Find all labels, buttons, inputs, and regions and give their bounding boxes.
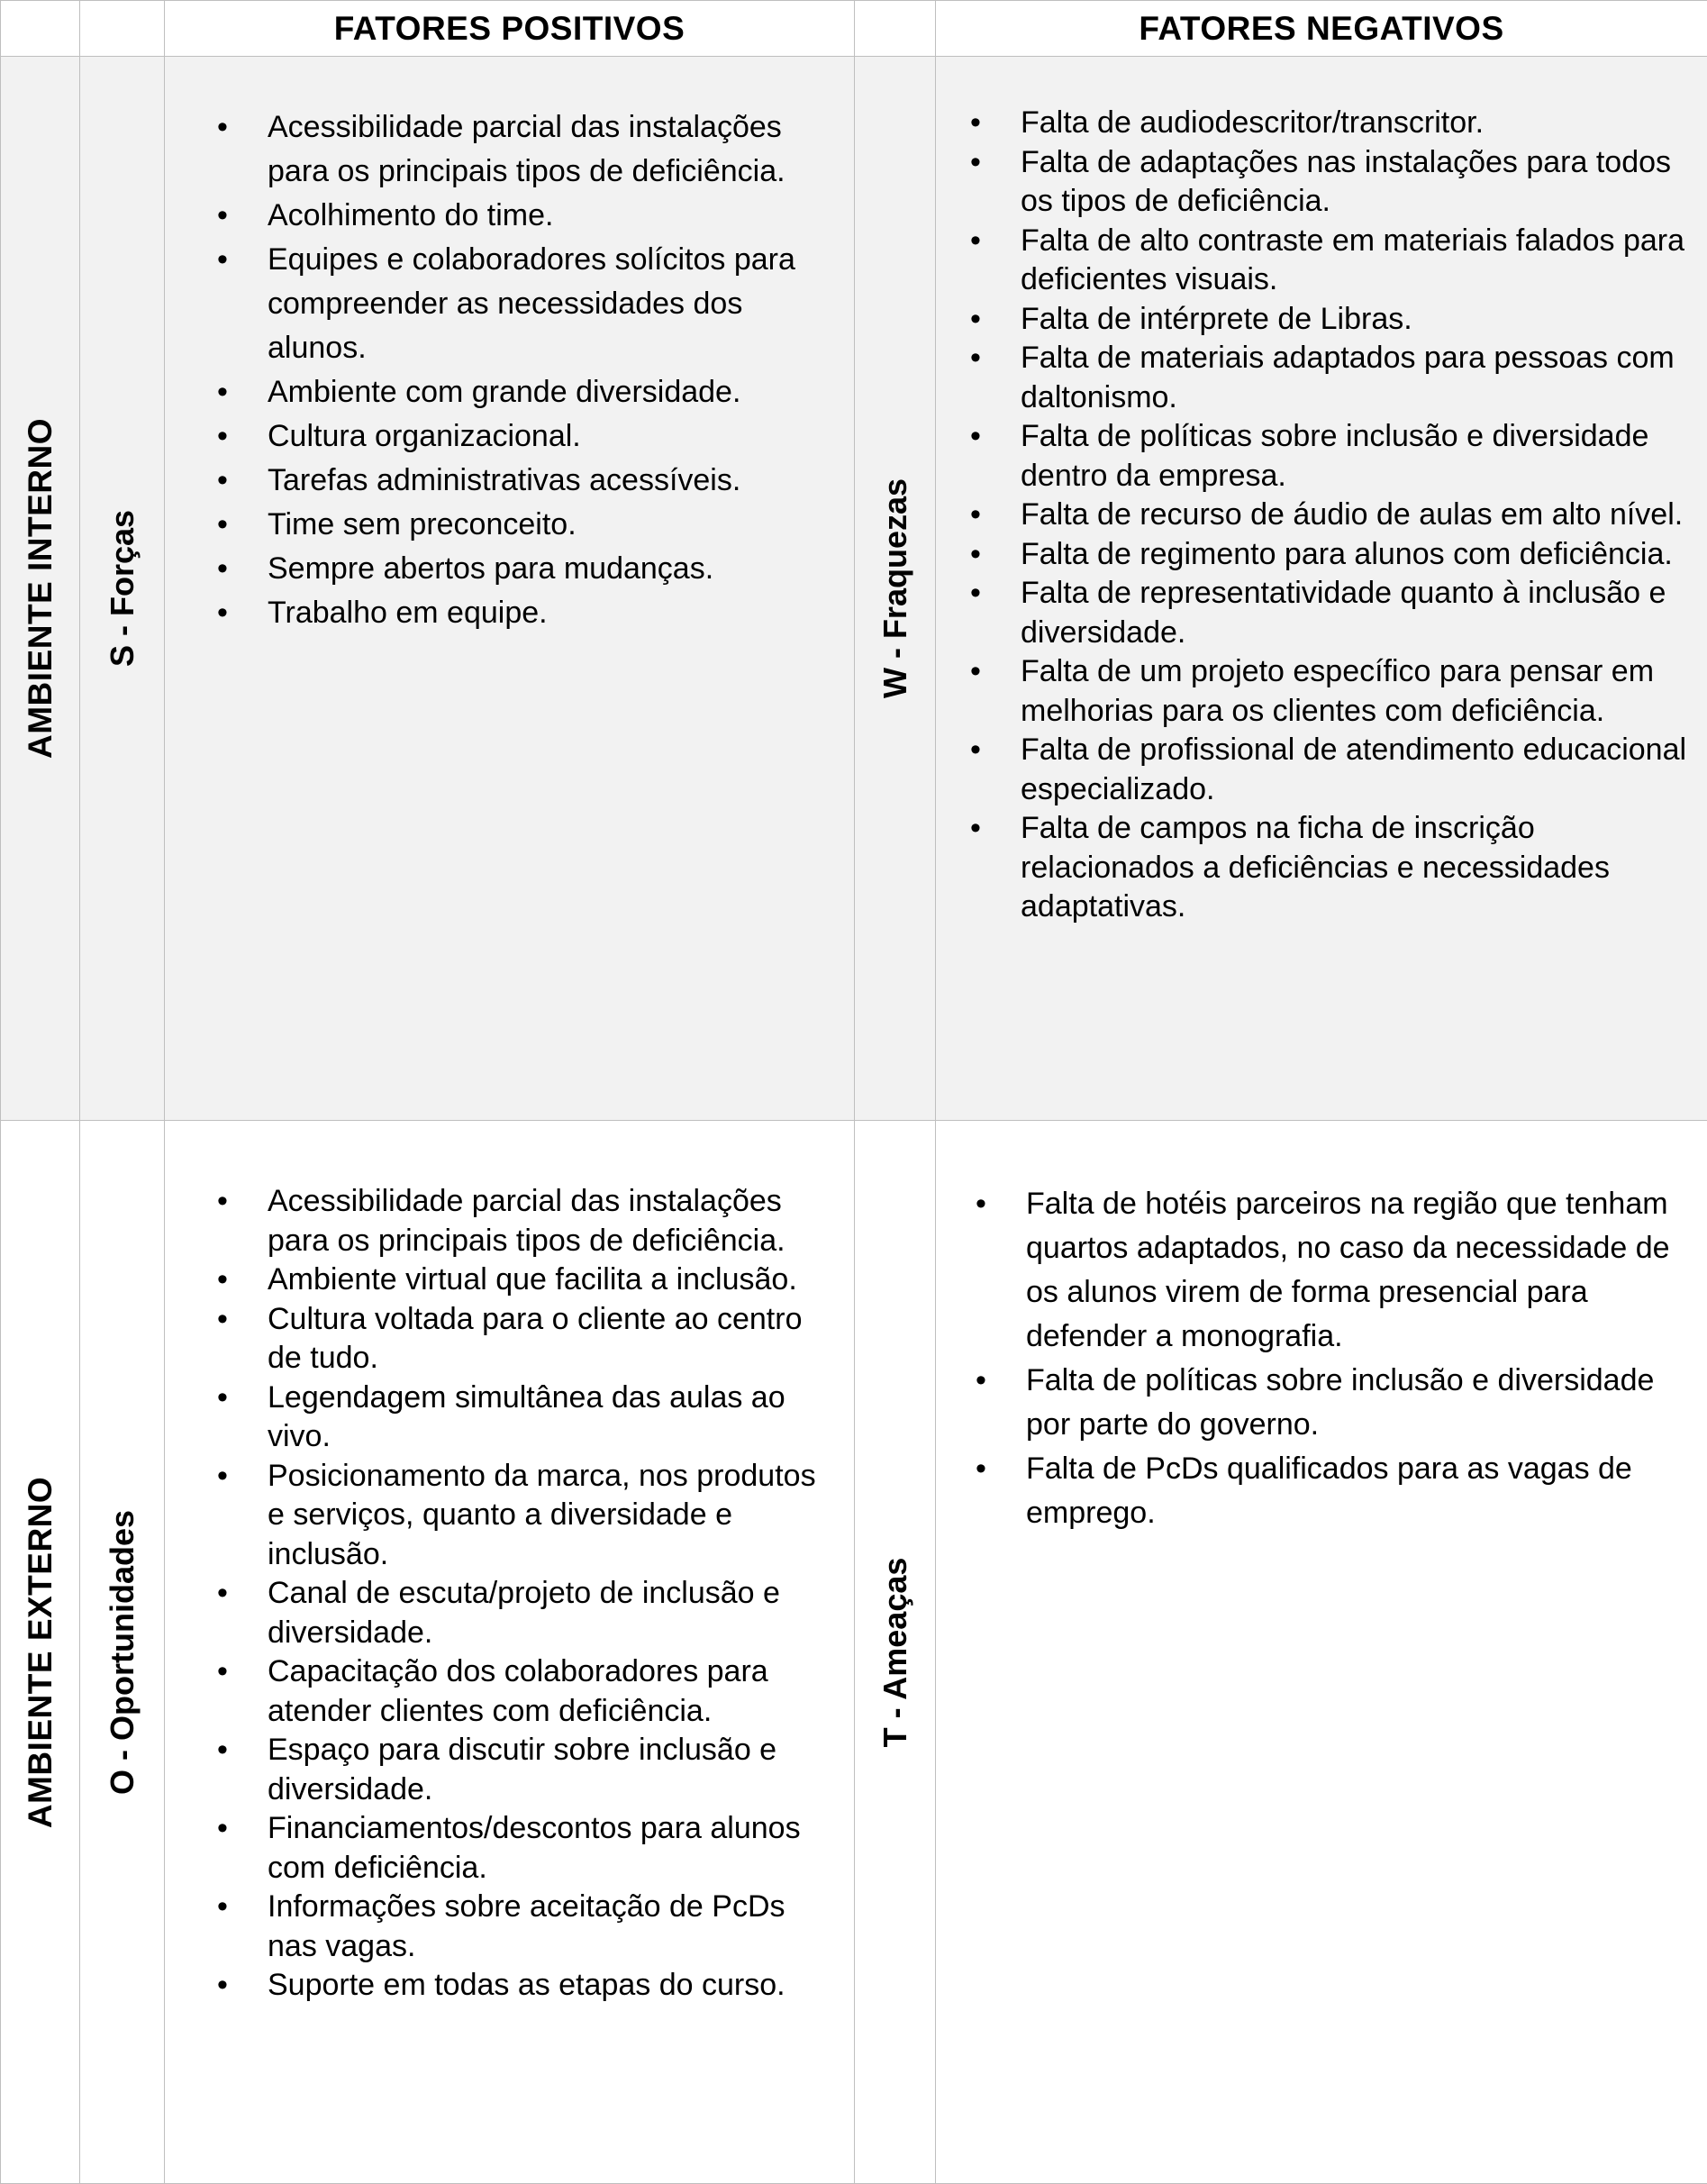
internal-environment-label: AMBIENTE INTERNO <box>22 418 59 759</box>
corner-cell-3 <box>855 1 936 57</box>
list-item: • Falta de regimento para alunos com deficiência. <box>968 535 1694 575</box>
list-item: • Ambiente virtual que facilita a inclusão. <box>215 1260 836 1300</box>
list-item: • Falta de alto contraste em materiais falados para deficientes visuais. <box>968 222 1694 300</box>
list-item: • Ambiente com grande diversidade. <box>215 370 836 414</box>
corner-cell-1 <box>1 1 80 57</box>
list-item: • Espaço para discutir sobre inclusão e diversidade. <box>215 1731 836 1809</box>
opportunities-label-cell <box>80 1121 165 2184</box>
list-item: • Falta de políticas sobre inclusão e diversidade dentro da empresa. <box>968 417 1694 496</box>
list-item: • Falta de um projeto específico para pensar em melhorias para os clientes com deficiência. <box>968 652 1694 731</box>
list-item: • Time sem preconceito. <box>215 503 836 547</box>
list-item: • Capacitação dos colaboradores para atender clientes com deficiência. <box>215 1652 836 1731</box>
list-item: • Sempre abertos para mudanças. <box>215 547 836 591</box>
list-item: • Legendagem simultânea das aulas ao vivo. <box>215 1379 836 1457</box>
strengths-cell <box>165 57 855 1121</box>
header-row <box>1 1 1707 57</box>
threats-list <box>936 1121 1707 1535</box>
list-item: • Cultura voltada para o cliente ao centro de tudo. <box>215 1300 836 1379</box>
list-item: • Acessibilidade parcial das instalações para os principais tipos de deficiência. <box>215 105 836 194</box>
threats-label: T - Ameaças <box>876 1557 914 1747</box>
internal-environment-row <box>1 57 1707 1121</box>
strengths-label: S - Forças <box>104 510 141 667</box>
list-item: • Tarefas administrativas acessíveis. <box>215 459 836 503</box>
negative-factors-header: FATORES NEGATIVOS <box>936 1 1707 57</box>
external-environment-cell <box>1 1121 80 2184</box>
list-item: • Falta de recurso de áudio de aulas em alto nível. <box>968 496 1694 535</box>
list-item: • Canal de escuta/projeto de inclusão e diversidade. <box>215 1574 836 1652</box>
external-environment-label: AMBIENTE EXTERNO <box>22 1476 59 1827</box>
list-item: • Falta de audiodescritor/transcritor. <box>968 104 1694 143</box>
list-item: • Falta de adaptações nas instalações para todos os tipos de deficiência. <box>968 143 1694 222</box>
list-item: • Trabalho em equipe. <box>215 591 836 635</box>
positive-factors-header: FATORES POSITIVOS <box>165 1 855 57</box>
list-item: • Falta de políticas sobre inclusão e diversidade por parte do governo. <box>974 1359 1693 1447</box>
opportunities-label: O - Oportunidades <box>104 1509 141 1794</box>
external-environment-row <box>1 1121 1707 2184</box>
list-item: • Falta de profissional de atendimento educacional especializado. <box>968 731 1694 809</box>
opportunities-list <box>165 1121 854 2006</box>
opportunities-cell <box>165 1121 855 2184</box>
list-item: • Informações sobre aceitação de PcDs nas vagas. <box>215 1888 836 1966</box>
list-item: • Falta de campos na ficha de inscrição relacionados a deficiências e necessidades adaptativas. <box>968 809 1694 927</box>
weaknesses-list <box>936 57 1707 927</box>
list-item: • Acessibilidade parcial das instalações para os principais tipos de deficiência. <box>215 1182 836 1260</box>
list-item: • Falta de PcDs qualificados para as vagas de emprego. <box>974 1447 1693 1535</box>
list-item: • Suporte em todas as etapas do curso. <box>215 1966 836 2006</box>
list-item: • Falta de hotéis parceiros na região que tenham quartos adaptados, no caso da necessidade de os alunos virem de forma presencial para defender a monografia. <box>974 1182 1693 1359</box>
list-item: • Financiamentos/descontos para alunos com deficiência. <box>215 1809 836 1888</box>
strengths-list <box>165 57 854 635</box>
weaknesses-cell <box>936 57 1707 1121</box>
strengths-label-cell <box>80 57 165 1121</box>
list-item: • Acolhimento do time. <box>215 194 836 238</box>
internal-environment-cell <box>1 57 80 1121</box>
threats-label-cell <box>855 1121 936 2184</box>
threats-cell <box>936 1121 1707 2184</box>
list-item: • Posicionamento da marca, nos produtos e serviços, quanto a diversidade e inclusão. <box>215 1457 836 1575</box>
list-item: • Falta de intérprete de Libras. <box>968 300 1694 340</box>
corner-cell-2 <box>80 1 165 57</box>
list-item: • Equipes e colaboradores solícitos para compreender as necessidades dos alunos. <box>215 238 836 370</box>
weaknesses-label: W - Fraquezas <box>876 478 914 698</box>
list-item: • Falta de representatividade quanto à inclusão e diversidade. <box>968 574 1694 652</box>
list-item: • Cultura organizacional. <box>215 414 836 459</box>
list-item: • Falta de materiais adaptados para pessoas com daltonismo. <box>968 339 1694 417</box>
weaknesses-label-cell <box>855 57 936 1121</box>
